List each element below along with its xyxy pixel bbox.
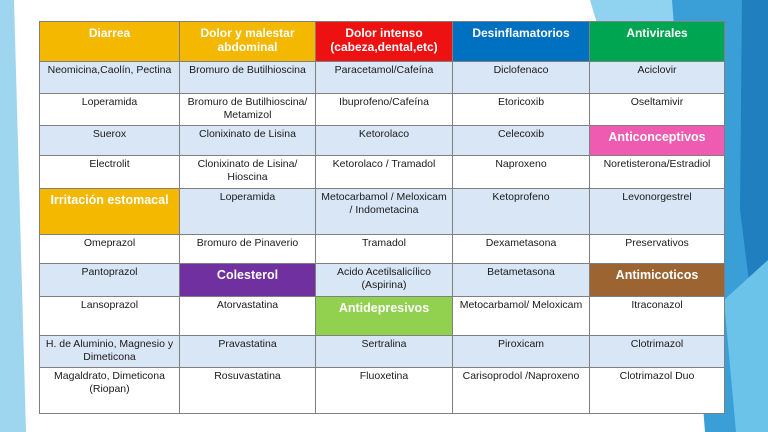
table-cell: Paracetamol/Cafeína xyxy=(316,62,453,94)
table-cell: Aciclovir xyxy=(590,62,725,94)
header-desinflamatorios: Desinflamatorios xyxy=(453,22,590,62)
table-cell: Atorvastatina xyxy=(180,297,316,336)
table-cell: Betametasona xyxy=(453,264,590,297)
table-cell: Clonixinato de Lisina/ Hioscina xyxy=(180,156,316,189)
table-cell: Pravastatina xyxy=(180,336,316,368)
table-cell: Metocarbamol/ Meloxicam xyxy=(453,297,590,336)
category-irritacion-estomacal: Irritación estomacal xyxy=(40,189,180,235)
background-shape-left xyxy=(0,0,26,432)
table-cell: Loperamida xyxy=(40,94,180,126)
table-cell: Omeprazol xyxy=(40,235,180,264)
header-dolor-abdominal: Dolor y malestar abdominal xyxy=(180,22,316,62)
table-cell: Neomicina,Caolín, Pectina xyxy=(40,62,180,94)
table-cell: Carisoprodol /Naproxeno xyxy=(453,368,590,414)
table-cell: Bromuro de Butilhioscina/ Metamizol xyxy=(180,94,316,126)
table-row xyxy=(40,126,725,156)
table-cell: Itraconazol xyxy=(590,297,725,336)
table-cell: Clotrimazol xyxy=(590,336,725,368)
category-antimicoticos: Antimicoticos xyxy=(590,264,725,297)
table-cell: Preservativos xyxy=(590,235,725,264)
table-cell: Loperamida xyxy=(180,189,316,235)
table-row xyxy=(40,264,725,297)
table-row xyxy=(40,368,725,414)
table-row xyxy=(40,189,725,235)
table-cell: Suerox xyxy=(40,126,180,156)
table-cell: Clonixinato de Lisina xyxy=(180,126,316,156)
table-row xyxy=(40,62,725,94)
table-cell: Diclofenaco xyxy=(453,62,590,94)
table-cell: Rosuvastatina xyxy=(180,368,316,414)
table-cell: Fluoxetina xyxy=(316,368,453,414)
table-row xyxy=(40,235,725,264)
table-cell: Lansoprazol xyxy=(40,297,180,336)
table-cell: Clotrimazol Duo xyxy=(590,368,725,414)
table-cell: Ketorolaco / Tramadol xyxy=(316,156,453,189)
table-cell: Celecoxib xyxy=(453,126,590,156)
table-cell: H. de Aluminio, Magnesio y Dimeticona xyxy=(40,336,180,368)
table-cell: Oseltamivir xyxy=(590,94,725,126)
table-cell: Bromuro de Butilhioscina xyxy=(180,62,316,94)
table-cell: Ibuprofeno/Cafeína xyxy=(316,94,453,126)
table-row xyxy=(40,156,725,189)
table-cell: Magaldrato, Dimeticona (Riopan) xyxy=(40,368,180,414)
table-cell: Electrolit xyxy=(40,156,180,189)
table-cell: Sertralina xyxy=(316,336,453,368)
table-cell: Tramadol xyxy=(316,235,453,264)
table-cell: Bromuro de Pinaverio xyxy=(180,235,316,264)
table-cell: Etoricoxib xyxy=(453,94,590,126)
category-anticonceptivos: Anticonceptivos xyxy=(590,126,725,156)
table-cell: Naproxeno xyxy=(453,156,590,189)
header-antivirales: Antivirales xyxy=(590,22,725,62)
table-cell: Acido Acetilsalicílico (Aspirina) xyxy=(316,264,453,297)
table-row xyxy=(40,94,725,126)
table-cell: Dexametasona xyxy=(453,235,590,264)
header-diarrea: Diarrea xyxy=(40,22,180,62)
category-antidepresivos: Antidepresivos xyxy=(316,297,453,336)
table-cell: Piroxicam xyxy=(453,336,590,368)
table-row xyxy=(40,336,725,368)
table-cell: Pantoprazol xyxy=(40,264,180,297)
header-dolor-intenso: Dolor intenso (cabeza,dental,etc) xyxy=(316,22,453,62)
table-cell: Levonorgestrel xyxy=(590,189,725,235)
table-cell: Noretisterona/Estradiol xyxy=(590,156,725,189)
table-cell: Ketorolaco xyxy=(316,126,453,156)
medication-table xyxy=(39,21,725,414)
table-cell: Metocarbamol / Meloxicam / Indometacina xyxy=(316,189,453,235)
category-colesterol: Colesterol xyxy=(180,264,316,297)
table-row xyxy=(40,297,725,336)
table-header-row xyxy=(40,22,725,62)
table-cell: Ketoprofeno xyxy=(453,189,590,235)
